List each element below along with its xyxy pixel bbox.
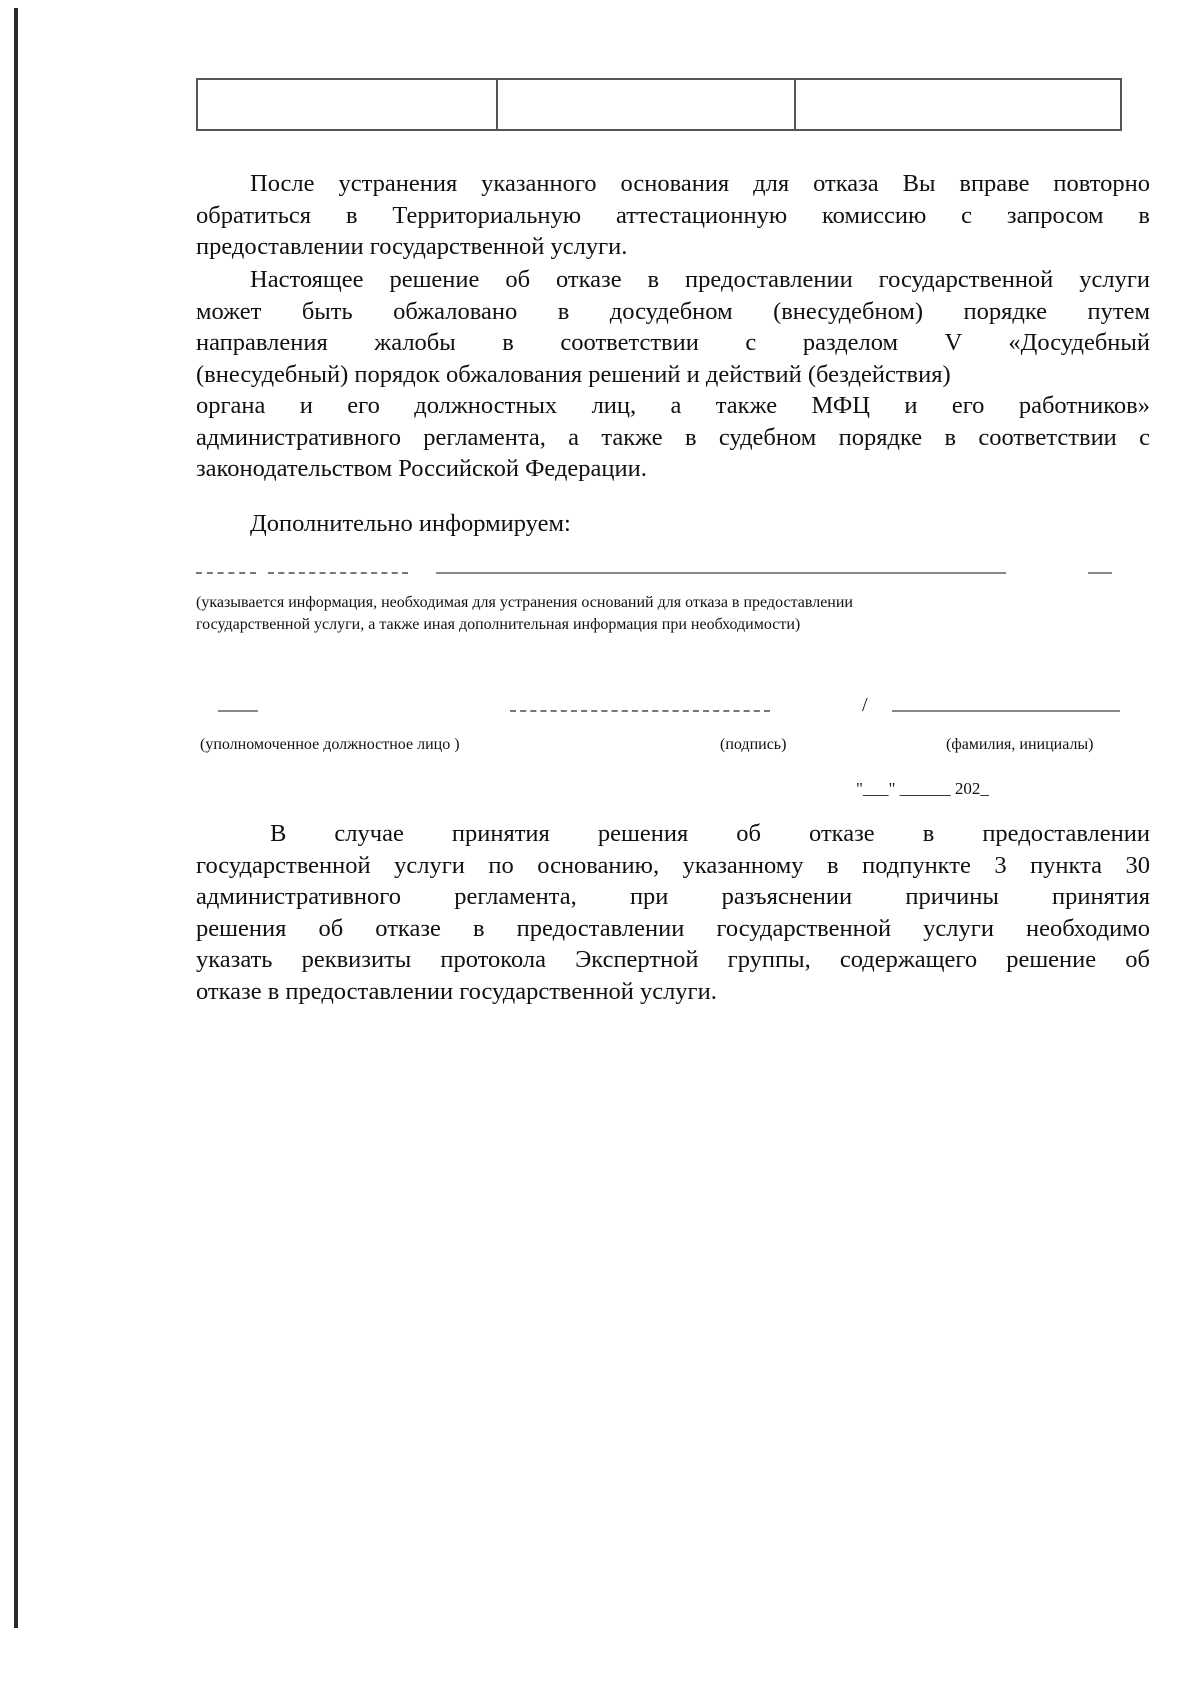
text-line: (внесудебный) порядок обжалования решений и действий (бездействия) [196, 360, 951, 388]
text-line: органа и его должностных лиц, а также МФЦ и его работников» [196, 392, 1150, 419]
name-line [892, 710, 1120, 712]
fill-line [196, 572, 256, 574]
paragraph-expert-group [196, 818, 1150, 1007]
table-cell [794, 80, 1120, 129]
additional-info-label: Дополнительно информируем: [250, 510, 571, 537]
text-line: В случае принятия решения об отказе в предоставлении [270, 820, 1150, 847]
fill-line [1088, 572, 1112, 574]
empty-table-row [196, 78, 1122, 131]
scan-left-edge [14, 8, 18, 1628]
name-label: (фамилия, инициалы) [946, 736, 1094, 753]
text-line: Настоящее решение об отказе в предоставлении государственной услуги [250, 266, 1150, 293]
hint-line: государственной услуги, а также иная дополнительная информация при необходимости) [196, 616, 801, 633]
text-line: отказе в предоставлении государственной услуги. [196, 977, 717, 1005]
official-label: (уполномоченное должностное лицо ) [200, 736, 460, 753]
text-line: предоставлении государственной услуги. [196, 233, 628, 260]
table-cell [496, 80, 794, 129]
hint-line: (указывается информация, необходимая для устранения оснований для отказа в предоставлении [196, 594, 853, 611]
text-line: административного регламента, при разъяснении причины принятия [196, 883, 1150, 910]
table-cell [198, 80, 496, 129]
signature-line [510, 710, 770, 712]
text-line: направления жалобы в соответствии с разделом V «Досудебный [196, 329, 1150, 356]
slash: / [862, 694, 868, 716]
signature-line [218, 710, 258, 712]
signature-label: (подпись) [720, 736, 787, 753]
fill-line [436, 572, 1006, 574]
additional-info-hint [196, 592, 1150, 636]
text-line: решения об отказе в предоставлении государственной услуги необходимо [196, 914, 1150, 942]
text-line: может быть обжаловано в досудебном (внесудебном) порядке путем [196, 297, 1150, 325]
paragraph-reapply [196, 168, 1150, 263]
text-line: обратиться в Территориальную аттестационную комиссию с запросом в [196, 201, 1150, 229]
text-line: административного регламента, а также в судебном порядке в соответствии с [196, 423, 1150, 451]
text-line: законодательством Российской Федерации. [196, 455, 647, 482]
text-line: государственной услуги по основанию, указанному в подпункте 3 пункта 30 [196, 851, 1150, 879]
paragraph-appeal [196, 264, 1150, 485]
text-line: указать реквизиты протокола Экспертной группы, содержащего решение об [196, 946, 1150, 973]
date-line: "___" ______ 202_ [856, 779, 989, 798]
text-line: После устранения указанного основания для отказа Вы вправе повторно [250, 170, 1150, 197]
fill-line [268, 572, 408, 574]
